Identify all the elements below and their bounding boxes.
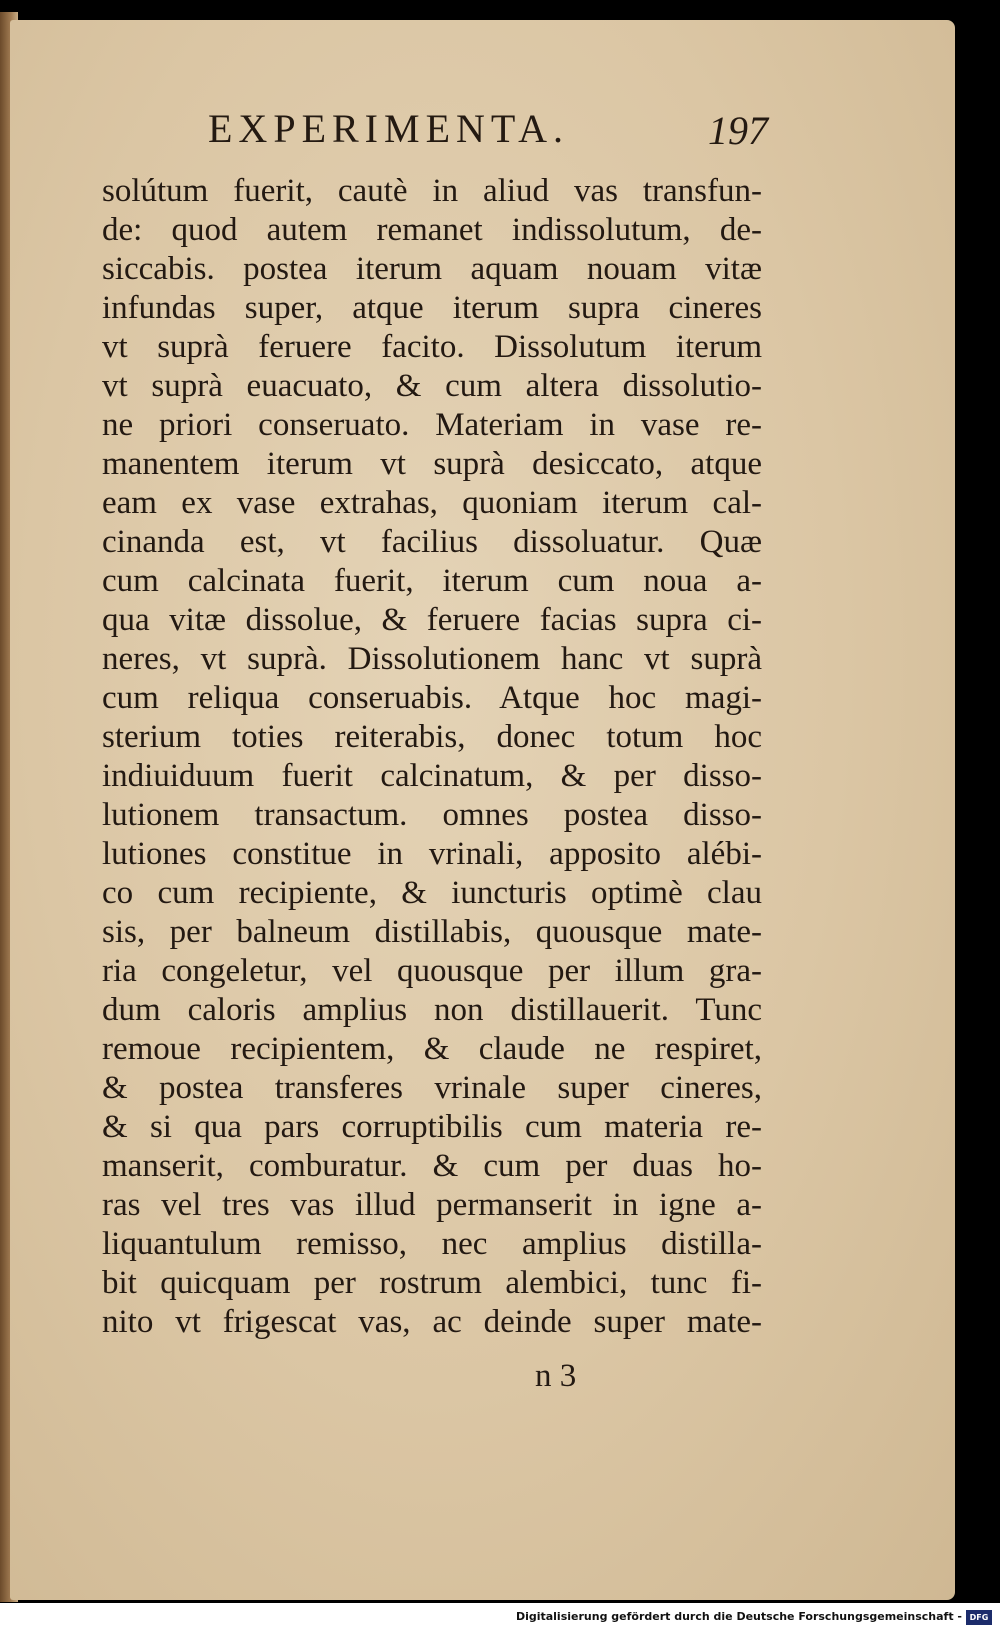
text-line: vt suprà euacuato, & cum altera dissolutio- [102,368,762,404]
text-line: solútum fuerit, cautè in aliud vas transfun- [102,173,762,209]
text-line: ria congeletur, vel quousque per illum gra- [102,953,762,989]
running-title: EXPERIMENTA. [208,106,570,151]
footer-bar [0,1603,1000,1629]
page-header [208,105,768,165]
text-line: lutiones constitue in vrinali, apposito alébi- [102,836,762,872]
page-number: 197 [708,108,768,153]
text-line: infundas super, atque iterum supra cineres [102,290,762,326]
text-line: bit quicquam per rostrum alembici, tunc fi- [102,1265,762,1301]
text-line: nito vt frigescat vas, ac deinde super mate- [102,1304,762,1340]
signature-mark: n 3 [535,1358,577,1394]
text-line: ne priori conseruato. Materiam in vase re- [102,407,762,443]
text-line: dum caloris amplius non distillauerit. Tunc [102,992,762,1028]
text-line: manserit, comburatur. & cum per duas ho- [102,1148,762,1184]
text-line: & postea transferes vrinale super cineres, [102,1070,762,1106]
text-line: de: quod autem remanet indissolutum, de- [102,212,762,248]
text-line: liquantulum remisso, nec amplius distilla- [102,1226,762,1262]
text-line: sterium toties reiterabis, donec totum hoc [102,719,762,755]
text-line: cum calcinata fuerit, iterum cum noua a- [102,563,762,599]
text-line: indiuiduum fuerit calcinatum, & per disso- [102,758,762,794]
text-line: cinanda est, vt facilius dissoluatur. Quæ [102,524,762,560]
text-line: sis, per balneum distillabis, quousque mate- [102,914,762,950]
funding-notice: Digitalisierung gefördert durch die Deutsche Forschungsgemeinschaft - [515,1610,962,1623]
text-line: & si qua pars corruptibilis cum materia re- [102,1109,762,1145]
body-text [102,172,762,1342]
text-line: neres, vt suprà. Dissolutionem hanc vt suprà [102,641,762,677]
text-line: eam ex vase extrahas, quoniam iterum cal- [102,485,762,521]
text-line: qua vitæ dissolue, & feruere facias supra ci- [102,602,762,638]
text-line: co cum recipiente, & iuncturis optimè clau [102,875,762,911]
text-line: lutionem transactum. omnes postea disso- [102,797,762,833]
dfg-logo-icon: DFG [966,1610,992,1625]
text-line: manentem iterum vt suprà desiccato, atque [102,446,762,482]
text-line: siccabis. postea iterum aquam nouam vitæ [102,251,762,287]
text-line: cum reliqua conseruabis. Atque hoc magi- [102,680,762,716]
text-line: remoue recipientem, & claude ne respiret, [102,1031,762,1067]
book-page [10,20,955,1600]
text-line: vt suprà feruere facito. Dissolutum iterum [102,329,762,365]
text-line: ras vel tres vas illud permanserit in igne a- [102,1187,762,1223]
